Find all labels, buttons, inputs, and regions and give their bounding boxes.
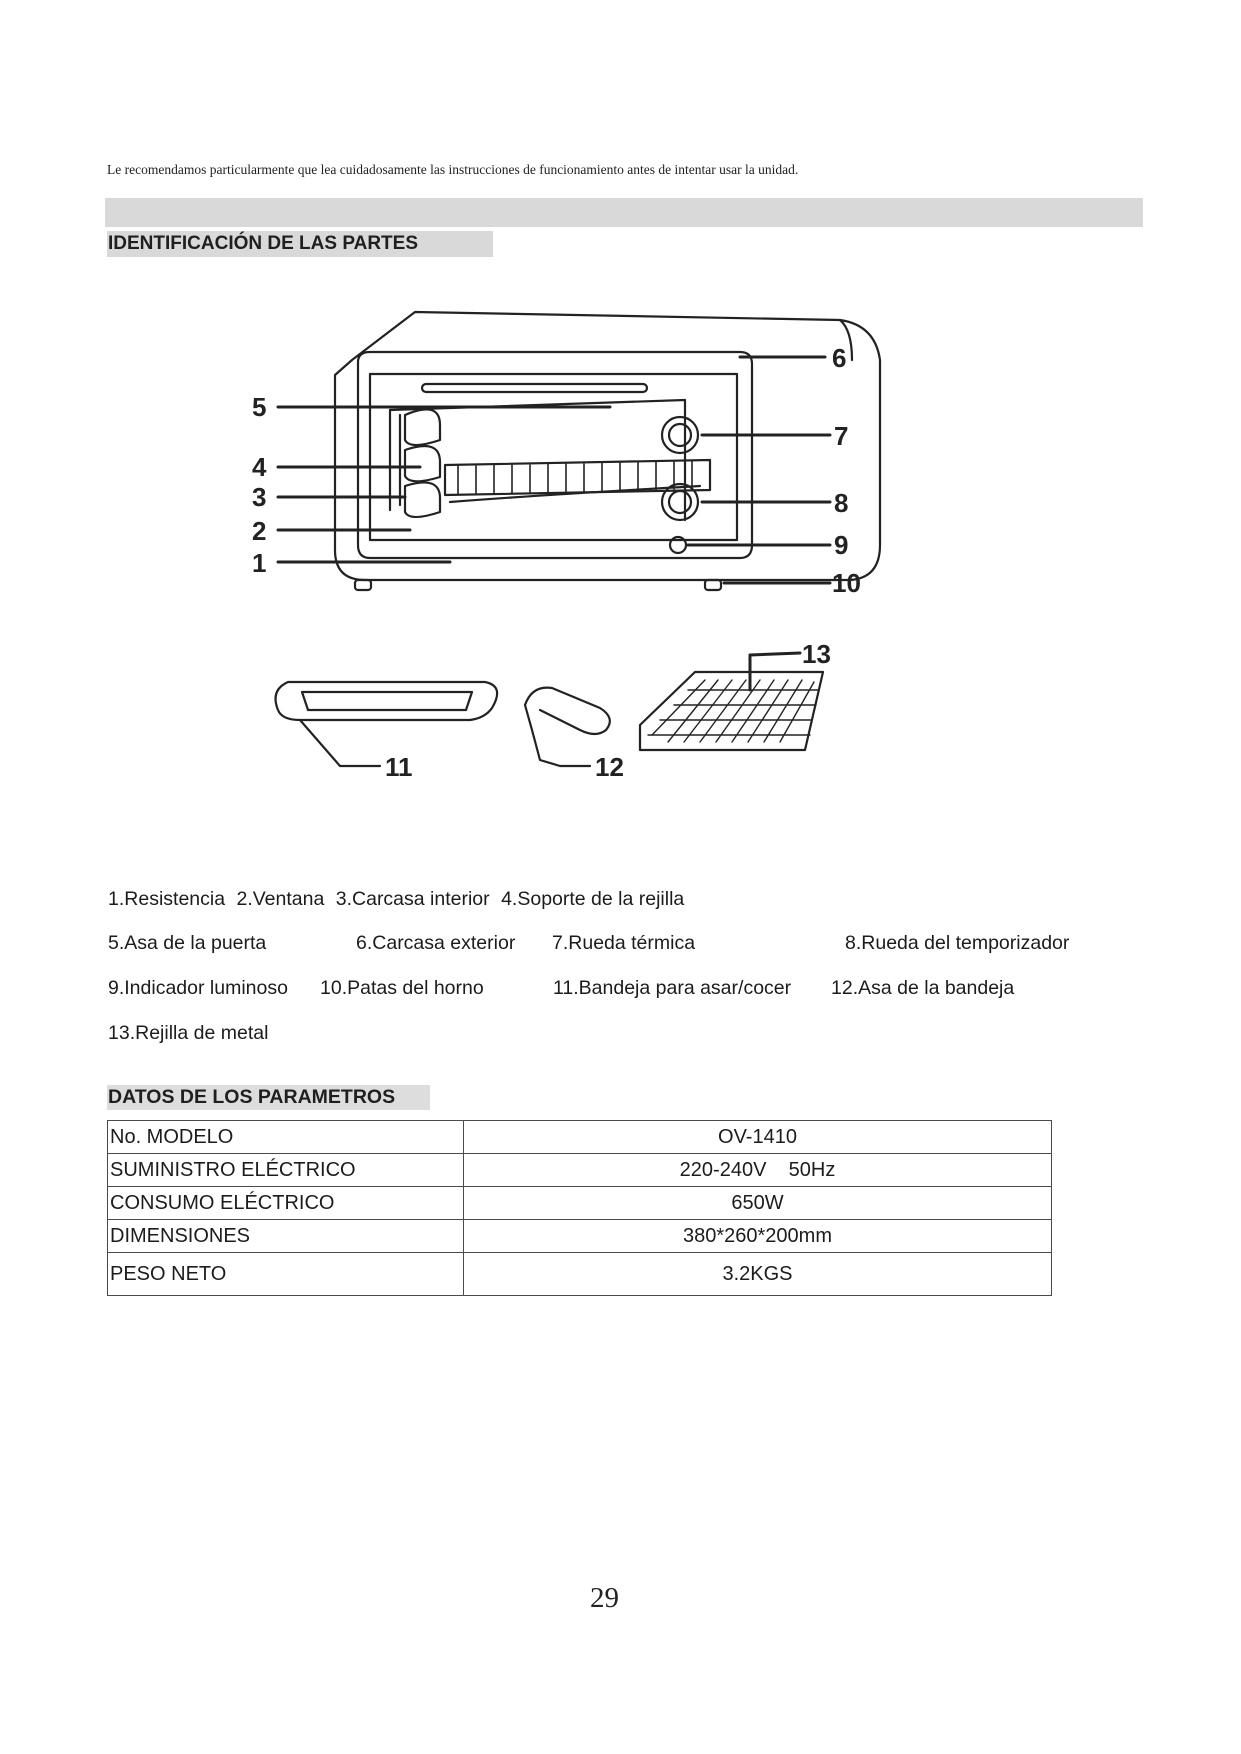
part-1: 1.Resistencia <box>108 888 226 910</box>
part-6: 6.Carcasa exterior <box>356 932 516 954</box>
oven-diagram <box>240 290 1000 850</box>
spec-label: PESO NETO <box>108 1253 464 1296</box>
spec-row <box>108 1253 1052 1296</box>
spec-row <box>108 1187 1052 1220</box>
part-3: 3.Carcasa interior <box>335 888 490 910</box>
spec-label: DIMENSIONES <box>108 1220 464 1253</box>
spec-row <box>108 1154 1052 1187</box>
wire-rack-accessory <box>640 672 823 750</box>
callout-4: 4 <box>252 452 267 482</box>
callout-12: 12 <box>595 752 624 782</box>
spec-table <box>107 1120 1052 1296</box>
timer-knob <box>662 484 698 520</box>
spec-label: No. MODELO <box>108 1121 464 1154</box>
callout-8: 8 <box>834 488 849 518</box>
part-12: 12.Asa de la bandeja <box>831 977 1015 999</box>
parts-line-4 <box>108 1022 268 1045</box>
tray-handle <box>525 688 610 734</box>
spec-value: 220-240V 50Hz <box>464 1154 1052 1187</box>
oven-foot-left <box>355 580 371 590</box>
spec-label: SUMINISTRO ELÉCTRICO <box>108 1154 464 1187</box>
spec-value: OV-1410 <box>464 1121 1052 1154</box>
header-bar <box>105 198 1143 227</box>
callout-5: 5 <box>252 392 267 422</box>
callout-11: 11 <box>385 752 413 782</box>
spec-value: 650W <box>464 1187 1052 1220</box>
page-number: 29 <box>590 1582 619 1614</box>
callout-10: 10 <box>832 568 861 598</box>
part-2: 2.Ventana <box>236 888 325 910</box>
callout-7: 7 <box>834 421 849 451</box>
parts-line-1 <box>108 888 684 911</box>
part-4: 4.Soporte de la rejilla <box>501 888 685 910</box>
callout-2: 2 <box>252 516 267 546</box>
intro-text: Le recomendamos particularmente que lea cuidadosamente las instrucciones de funcionamiento antes de intentar usar la unidad. <box>107 162 799 177</box>
callout-3: 3 <box>252 482 267 512</box>
part-13: 13.Rejilla de metal <box>108 1022 269 1044</box>
baking-tray <box>276 682 498 720</box>
spec-value: 380*260*200mm <box>464 1220 1052 1253</box>
spec-label: CONSUMO ELÉCTRICO <box>108 1187 464 1220</box>
part-10: 10.Patas del horno <box>320 977 484 999</box>
spec-value: 3.2KGS <box>464 1253 1052 1296</box>
part-7: 7.Rueda térmica <box>552 932 696 954</box>
part-5: 5.Asa de la puerta <box>108 932 267 954</box>
door-handle <box>422 384 647 392</box>
oven-foot-right <box>705 580 721 590</box>
spec-row <box>108 1121 1052 1154</box>
part-9: 9.Indicador luminoso <box>108 977 288 999</box>
section-title-parts <box>107 231 493 257</box>
thermostat-knob <box>662 417 698 453</box>
rack-support <box>390 410 400 510</box>
section-title-parts-label: IDENTIFICACIÓN DE LAS PARTES <box>108 233 418 254</box>
callout-9: 9 <box>834 530 849 560</box>
oven-wire-rack <box>445 460 710 495</box>
callout-6: 6 <box>832 343 847 373</box>
callout-13: 13 <box>802 639 831 669</box>
spec-row <box>108 1220 1052 1253</box>
part-11: 11.Bandeja para asar/cocer <box>553 977 792 999</box>
oven-door <box>358 352 752 558</box>
section-title-params-label: DATOS DE LOS PARAMETROS <box>108 1086 396 1108</box>
callout-1: 1 <box>252 548 267 578</box>
section-title-params <box>107 1085 430 1110</box>
part-8: 8.Rueda del temporizador <box>845 932 1070 954</box>
